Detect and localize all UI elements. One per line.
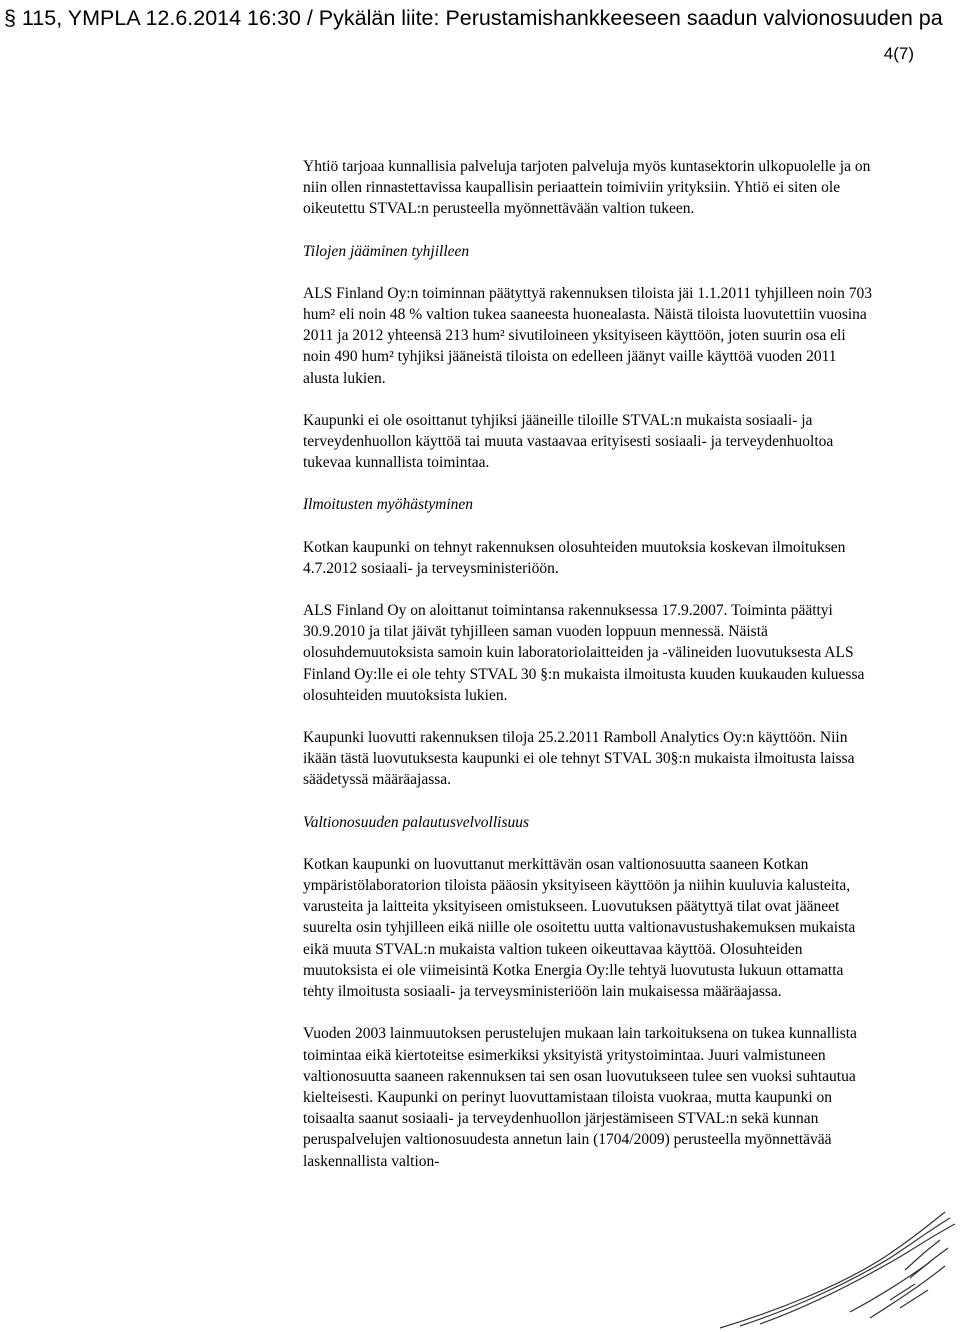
- paragraph: Kotkan kaupunki on luovuttanut merkittävän osan valtionosuutta saaneen Kotkan ympäristölaboratorion tiloista pääosin yksityiseen käyttöön ja niihin kuuluvia kalusteita, varusteita ja laitteita yksityiseen omistukseen. Luovutuksen päätyttyä tilat ovat jääneet suurelta osin tyhjilleen eikä niille ole osoitettu uutta valtionavustushakemuksen mukaista eikä muuta STVAL:n mukaista valtion tukeen oikeuttavaa käyttöä. Olosuhteiden muutoksista ei ole viimeisintä Kotka Energia Oy:lle tehtyä luovutusta lukuun ottamatta tehty ilmoitusta sosiaali- ja terveysministeriöön lain mukaisessa määräajassa.: [303, 855, 856, 1001]
- paragraph: Yhtiö tarjoaa kunnallisia palveluja tarjoten palveluja myös kuntasektorin ulkopuolelle ja on niin ollen rinnastettavissa kaupallisin periaattein toimiviin yrityksiin. Yhtiö ei siten ole oikeutettu STVAL:n perusteella myönnettävään valtion tukeen.: [303, 158, 871, 218]
- scribble-mark-icon: [700, 1200, 960, 1332]
- paragraph: ALS Finland Oy:n toiminnan päätyttyä rakennuksen tiloista jäi 1.1.2011 tyhjilleen noin 703 hum² eli noin 48 % valtion tukea saaneesta huonealasta. Näistä tiloista luovutettiin vuosina 2011 ja 2012 yhteensä 213 hum² sivutiloineen yksityiseen käyttöön, joten suurin osa eli noin 490 hum² tyhjiksi jääneistä tiloista on edelleen jäänyt vaille käyttöä vuoden 2011 alusta lukien.: [303, 284, 872, 387]
- paragraph: Kotkan kaupunki on tehnyt rakennuksen olosuhteiden muutoksia koskevan ilmoituksen 4.7.2012 sosiaali- ja terveysministeriöön.: [303, 538, 846, 577]
- document-body: [303, 156, 875, 1193]
- paragraph: Kaupunki luovutti rakennuksen tiloja 25.2.2011 Ramboll Analytics Oy:n käyttöön. Niin ikään tästä luovutuksesta kaupunki ei ole tehnyt STVAL 30§:n mukaista ilmoitusta laissa säädetyssä määräajassa.: [303, 729, 855, 789]
- page-number: 4(7): [883, 44, 914, 63]
- section-heading: Valtionosuuden palautusvelvollisuus: [303, 813, 530, 831]
- section-heading: Tilojen jääminen tyhjilleen: [303, 242, 470, 260]
- paragraph: Kaupunki ei ole osoittanut tyhjiksi jääneille tiloille STVAL:n mukaista sosiaali- ja terveydenhuollon käyttöä tai muuta vastaavaa erityisesti sosiaali- ja terveydenhuoltoa tukevaa kunnallista toimintaa.: [303, 411, 834, 472]
- section-heading: Ilmoitusten myöhästyminen: [303, 496, 474, 514]
- paragraph: Vuoden 2003 lainmuutoksen perustelujen mukaan lain tarkoituksena on tukea kunnallista toimintaa eikä kiertoteitse esimerkiksi yksityistä yritystoimintaa. Juuri valmistuneen valtionosuutta saaneen rakennuksen tai sen osan luovutukseen tulee sen vuoksi suhtautua kielteisesti. Kaupunki on perinyt luovuttamistaan tiloista vuokraa, mutta kaupunki on toisaalta saanut sosiaali- ja terveydenhuollon järjestämiseen STVAL:n sekä kunnan peruspalvelujen valtionosuudesta annetun lain (1704/2009) perusteella myönnettävää laskennallista valtion-: [303, 1025, 857, 1170]
- paragraph: ALS Finland Oy on aloittanut toimintansa rakennuksessa 17.9.2007. Toiminta päättyi 30.9.2010 ja tilat jäivät tyhjilleen saman vuoden loppuun mennessä. Näistä olosuhdemuutoksista samoin kuin laboratoriolaitteiden ja -välineiden luovutuksesta ALS Finland Oy:lle ei ole tehty STVAL 30 §:n mukaista ilmoitusta kuuden kuukauden kuluessa olosuhteiden muutoksista lukien.: [303, 602, 865, 704]
- document-header: § 115, YMPLA 12.6.2014 16:30 / Pykälän liite: Perustamishankkeeseen saadun valvionosuuden pa: [4, 6, 943, 30]
